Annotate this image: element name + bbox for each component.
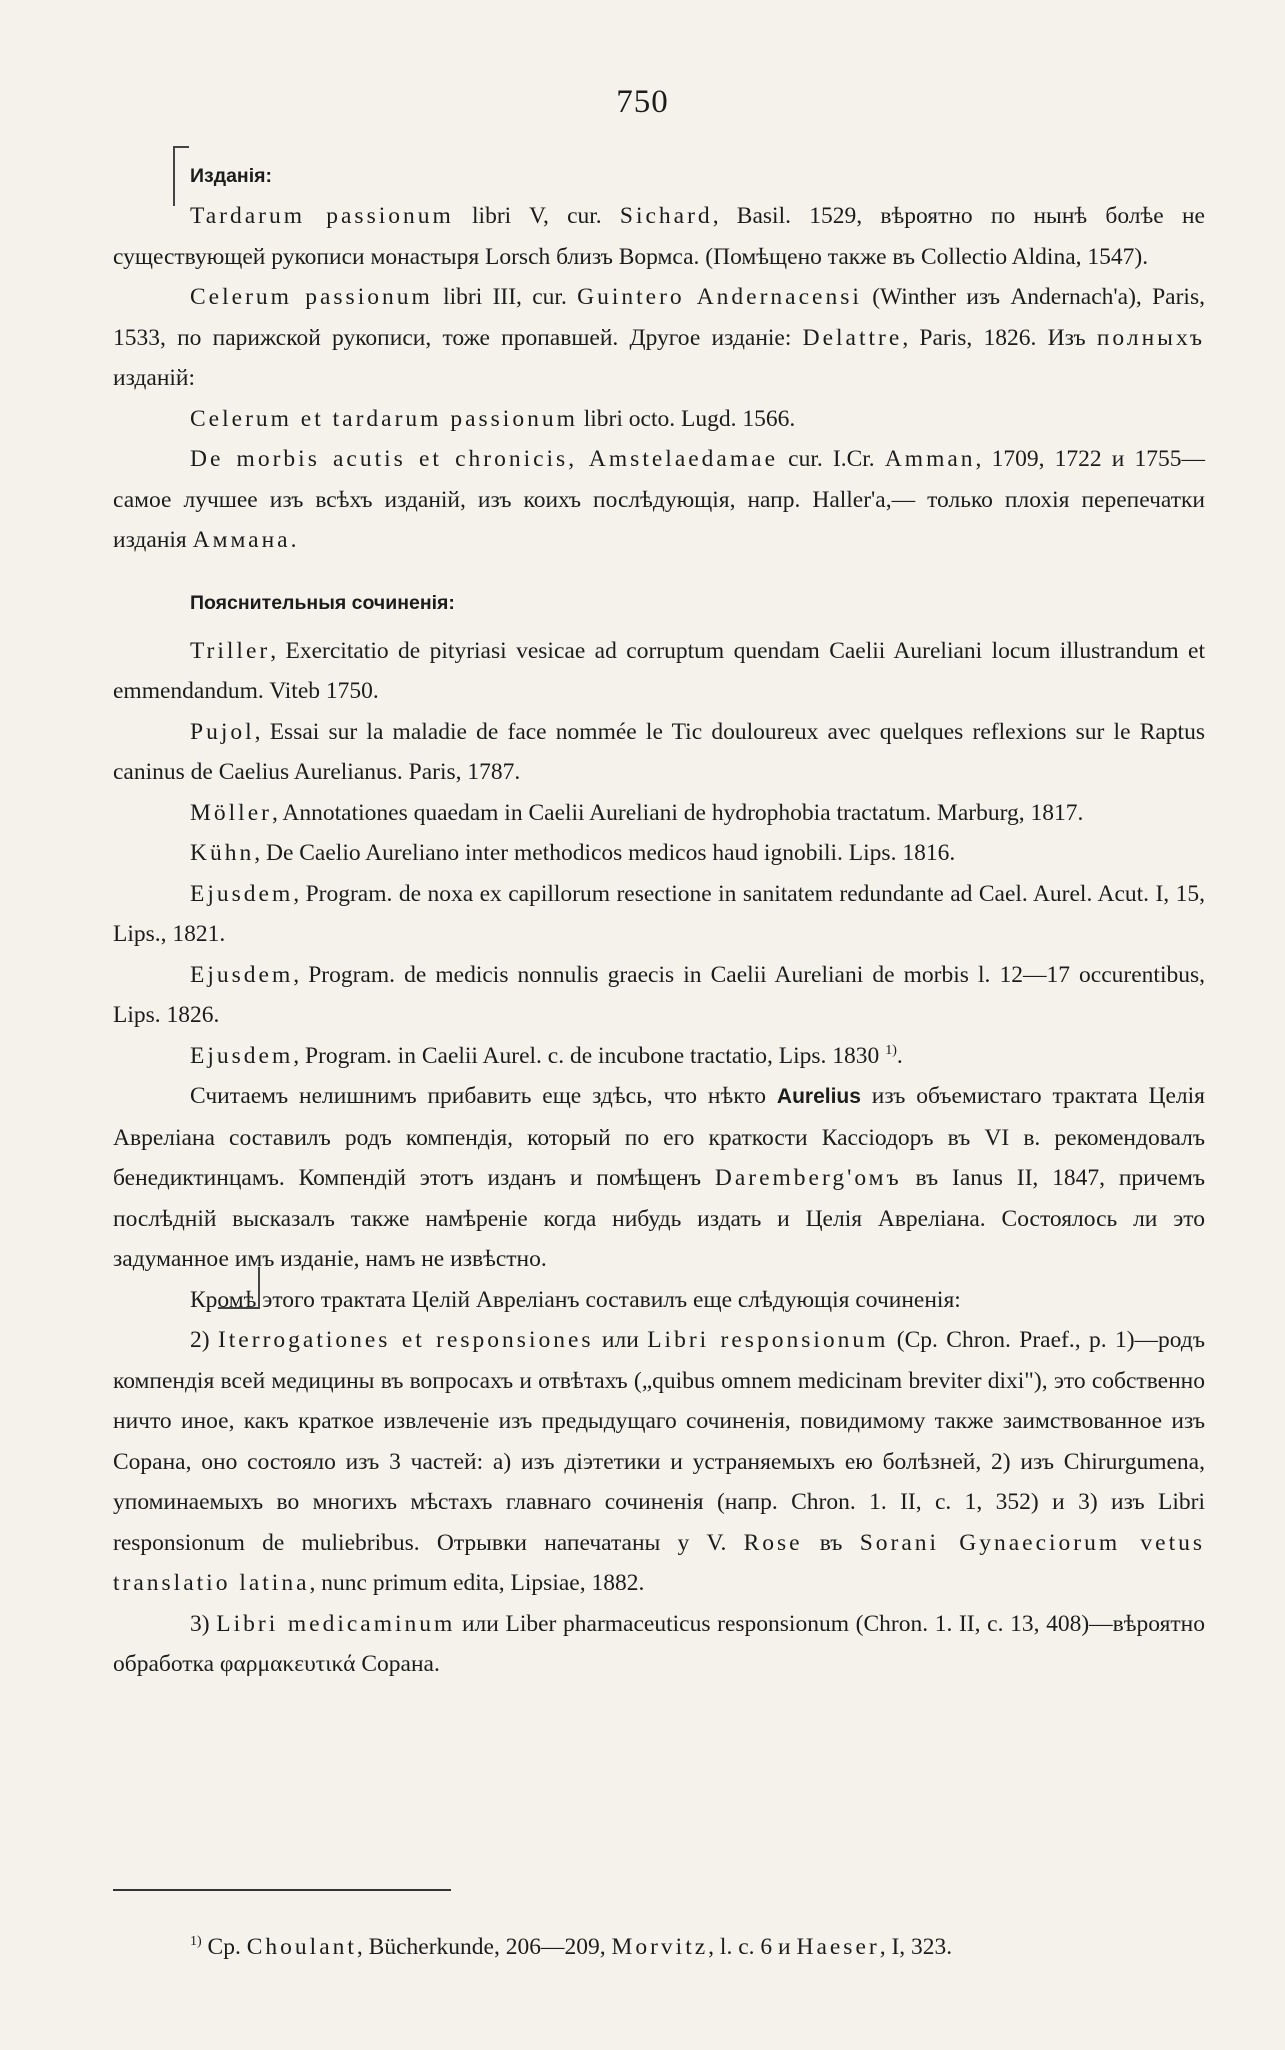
editor-name: Delattre xyxy=(802,324,903,351)
footnote-reference: 1) xyxy=(885,1042,897,1058)
footnote-divider xyxy=(113,1889,451,1891)
edition-title: De morbis acutis et chronicis, Amstelaedamae xyxy=(190,446,778,472)
editor-name: Аммана xyxy=(192,527,291,553)
commentary-entry: Ejusdem, Program. de noxa ex capillorum resectione in sanitatem redundante ad Cael. Aurel. Acut. I, 15, Lips., 1821. xyxy=(113,880,1205,947)
work-title: Iterrogationes et responsiones xyxy=(217,1327,594,1353)
footnote-text: $^{1)}$ Cp. Choulant, Bücherkunde, 206—209, Morvitz, l. c. 6 и Haeser, I, 323. xyxy=(190,1934,953,1960)
author-name: Choulant xyxy=(246,1934,357,1960)
author-name: Morvitz xyxy=(611,1934,709,1960)
commentaries-heading: Пояснительныя сочиненія: xyxy=(190,591,455,614)
author-name: Möller xyxy=(190,799,272,826)
work-title: Sorani Gynaeciorum vetus translatio latina xyxy=(113,1529,1205,1596)
commentary-entry: Möller, Annotationes quaedam in Caelii Aureliani de hydrophobia tractatum. Marburg, 1817. xyxy=(190,799,1084,826)
author-name: Ejusdem xyxy=(190,961,294,988)
editor-name: Guintero Andernacensi xyxy=(577,284,862,310)
author-name: Haeser xyxy=(796,1934,880,1960)
work-title: Libri medicaminum xyxy=(216,1610,456,1637)
footnote xyxy=(113,1925,1205,1969)
other-works-paragraph: Кромѣ этого трактата Целій Авреліанъ составилъ еще слѣдующія сочиненія: xyxy=(190,1286,961,1313)
edition-title: Celerum passionum xyxy=(190,284,433,310)
work-3-paragraph: 3) Libri medicaminum или Liber pharmaceuticus responsionum (Chron. 1. II, c. 13, 408)—вѣроятно обработка φαρμακευτικά Сорана. xyxy=(113,1610,1206,1677)
author-name: Kühn xyxy=(190,840,255,866)
edition-title: Tardarum passionum xyxy=(190,203,454,229)
work-2-paragraph: 2) Iterrogationes et responsiones или Libri responsionum (Cp. Chron. Praef., p. 1)—родъ компендія всей медицины въ вопросахъ и отвѣтахъ („quibus omnem medicinam breviter dixi"), это собственно ничто иное, какъ краткое извлеченіе изъ предыдущаго сочиненія, повидимому также заимствованное изъ Сорана, оно состояло изъ 3 частей: а) изъ діэтетики и устраняемыхъ ею болѣзней, 2) изъ Chirurgumena, упоминаемыхъ во многихъ мѣстахъ главнаго сочиненія (напр. Chron. 1. II, c. 1, 352) и 3) изъ Libri responsionum de muliebribus. Отрывки напечатаны у V. Rose въ Sorani Gynaeciorum vetus translatio latina, nunc primum edita, Lipsiae, 1882. xyxy=(113,1327,1205,1596)
edition-entry-de-morbis: De morbis acutis et chronicis, Amstelaedamae cur. I.Cr. Amman, 1709, 1722 и 1755—самое лучшее изъ всѣхъ изданій, изъ коихъ послѣдующія, напр. Haller'а,— только плохія перепечатки изданія Аммана. xyxy=(113,446,1205,553)
commentary-entry: Ejusdem, Program. in Caelii Aurel. c. de incubone tractatio, Lips. 1830 $^{1)}$. xyxy=(190,1042,903,1069)
aurelius-name: Aurelius xyxy=(776,1085,861,1108)
author-name: Triller xyxy=(190,637,271,664)
edition-entry-celerum: Celerum passionum libri III, cur. Guintero Andernacensi (Winther изъ Andernach'а), Paris, 1533, по парижской рукописи, тоже пропавшей. Другое изданіе: Delattre, Paris, 1826. Изъ полныхъ изданій: xyxy=(113,284,1205,391)
editor-name: Sichard xyxy=(619,203,713,229)
page-number: 750 xyxy=(616,84,669,120)
edition-entry-tardarum: Tardarum passionum libri V, cur. Sichard, Basil. 1529, вѣроятно по нынѣ болѣе не существующей рукописи монастыря Lorsch близъ Вормса. (Помѣщено также въ Collectio Aldina, 1547). xyxy=(113,203,1205,270)
commentary-entry: Triller, Exercitatio de pityriasi vesicae ad corruptum quendam Caelii Aureliani locum illustrandum et emmendandum. Viteb 1750. xyxy=(113,637,1205,704)
editor-name: Daremberg'омъ xyxy=(714,1165,902,1191)
greek-word: φαρμακευτικά xyxy=(219,1651,356,1677)
edition-entry-complete: Celerum et tardarum passionum libri octo. Lugd. 1566. xyxy=(190,405,796,432)
emphasis-word: полныхъ xyxy=(1096,324,1205,351)
compendium-paragraph: Считаемъ нелишнимъ прибавить еще здѣсь, что нѣкто Aurelius изъ объемистаго трактата Целія Авреліана составилъ родъ компендія, который по его краткости Кассіодоръ въ VI в. рекомендовалъ бенедиктинцамъ. Компендій этотъ изданъ и помѣщенъ Daremberg'омъ въ Ianus II, 1847, причемъ послѣдній высказалъ также намѣреніе когда нибудь издать и Целія Авреліана. Состоялось ли это задуманное имъ изданіе, намъ не извѣстно. xyxy=(113,1083,1206,1272)
edition-title: Celerum et tardarum passionum xyxy=(190,405,578,432)
footnote-marker: 1) xyxy=(190,1934,202,1950)
page-body xyxy=(113,156,1205,1685)
author-name: Pujol xyxy=(190,718,255,745)
commentary-entry: Kühn, De Caelio Aureliano inter methodicos medicos haud ignobili. Lips. 1816. xyxy=(190,840,956,866)
editions-heading: Изданія: xyxy=(190,165,272,187)
author-name: Ejusdem xyxy=(190,1042,294,1069)
commentary-entry: Pujol, Essai sur la maladie de face nommée le Tic douloureux avec quelques reflexions sur le Raptus caninus de Caelius Aurelianus. Paris, 1787. xyxy=(113,718,1205,785)
author-name: Ejusdem xyxy=(190,880,294,907)
commentary-entry: Ejusdem, Program. de medicis nonnulis graecis in Caelii Aureliani de morbis l. 12—17 occurentibus, Lips. 1826. xyxy=(113,961,1205,1028)
editor-name: Rose xyxy=(743,1529,803,1556)
work-title: Libri responsionum xyxy=(647,1327,889,1353)
editor-name: Amman xyxy=(884,446,976,472)
